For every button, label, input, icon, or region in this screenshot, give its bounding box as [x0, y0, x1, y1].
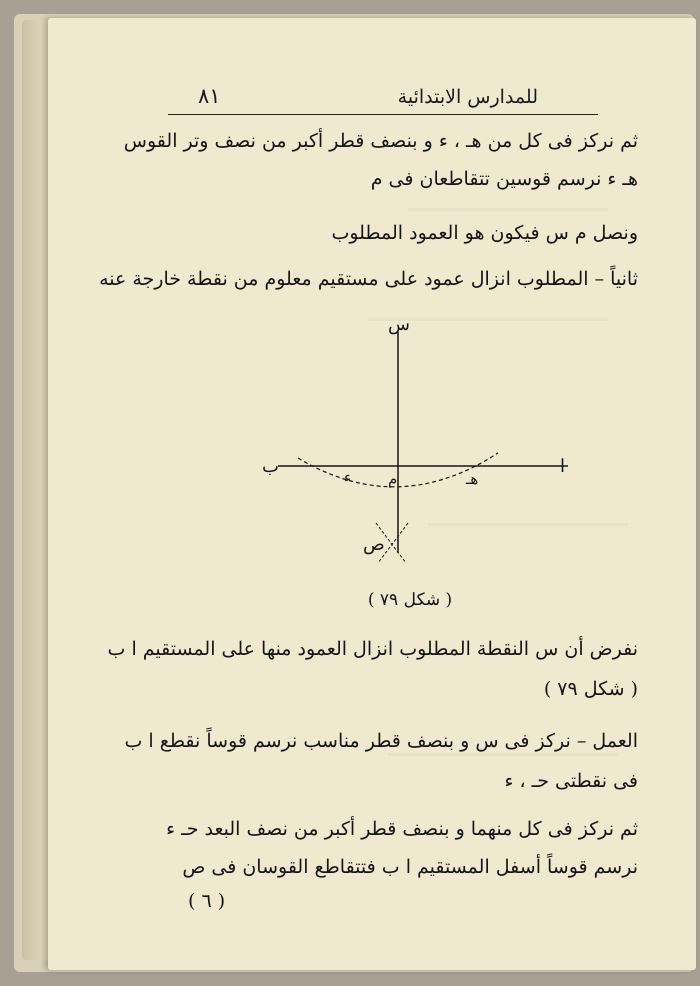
label-right-intersection: هـ [466, 470, 479, 488]
book-spine-edge [22, 20, 50, 960]
running-head: للمدارس الابتدائية [397, 86, 538, 108]
label-right: ا [560, 456, 566, 477]
text-line: نرسم قوساً أسفل المستقيم ا ب فتتقاطع القوسان فى ص [182, 856, 638, 878]
text-line: فى نقطتى حـ ، ء [504, 770, 638, 792]
text-line: ونصل م س فيكون هو العمود المطلوب [331, 222, 638, 244]
book-page [48, 18, 696, 970]
bleed-through-line [408, 208, 608, 211]
text-line: ثم نركز فى كل من هـ ، ء و بنصف قطر أكبر من نصف وتر القوس [123, 130, 638, 152]
geometry-figure [248, 318, 608, 588]
page-number: ٨١ [198, 84, 221, 108]
text-line: ( شكل ٧٩ ) [543, 678, 638, 700]
label-left: ب [262, 456, 279, 477]
text-line: العمل – نركز فى س و بنصف قطر مناسب نرسم قوساً نقطع ا ب [124, 730, 638, 752]
label-bottom: ص [363, 534, 385, 555]
label-left-intersection: ء [344, 468, 352, 486]
text-line: ثم نركز فى كل منهما و بنصف قطر أكبر من نصف البعد حـ ء [166, 818, 638, 840]
page-header [168, 74, 598, 115]
text-line: نفرض أن س النقطة المطلوب انزال العمود منها على المستقيم ا ب [107, 638, 638, 660]
text-line: هـ ء نرسم قوسين تتقاطعان فى م [370, 168, 638, 190]
label-top: س [388, 318, 410, 335]
bleed-through-line [388, 753, 618, 756]
label-center: م [388, 470, 398, 488]
sheet-number: ( ٦ ) [188, 890, 226, 912]
text-line: ثانياً – المطلوب انزال عمود على مستقيم معلوم من نقطة خارجة عنه [99, 268, 638, 290]
perpendicular-construction-diagram [248, 318, 608, 588]
figure-caption: ( شكل ٧٩ ) [367, 590, 453, 610]
